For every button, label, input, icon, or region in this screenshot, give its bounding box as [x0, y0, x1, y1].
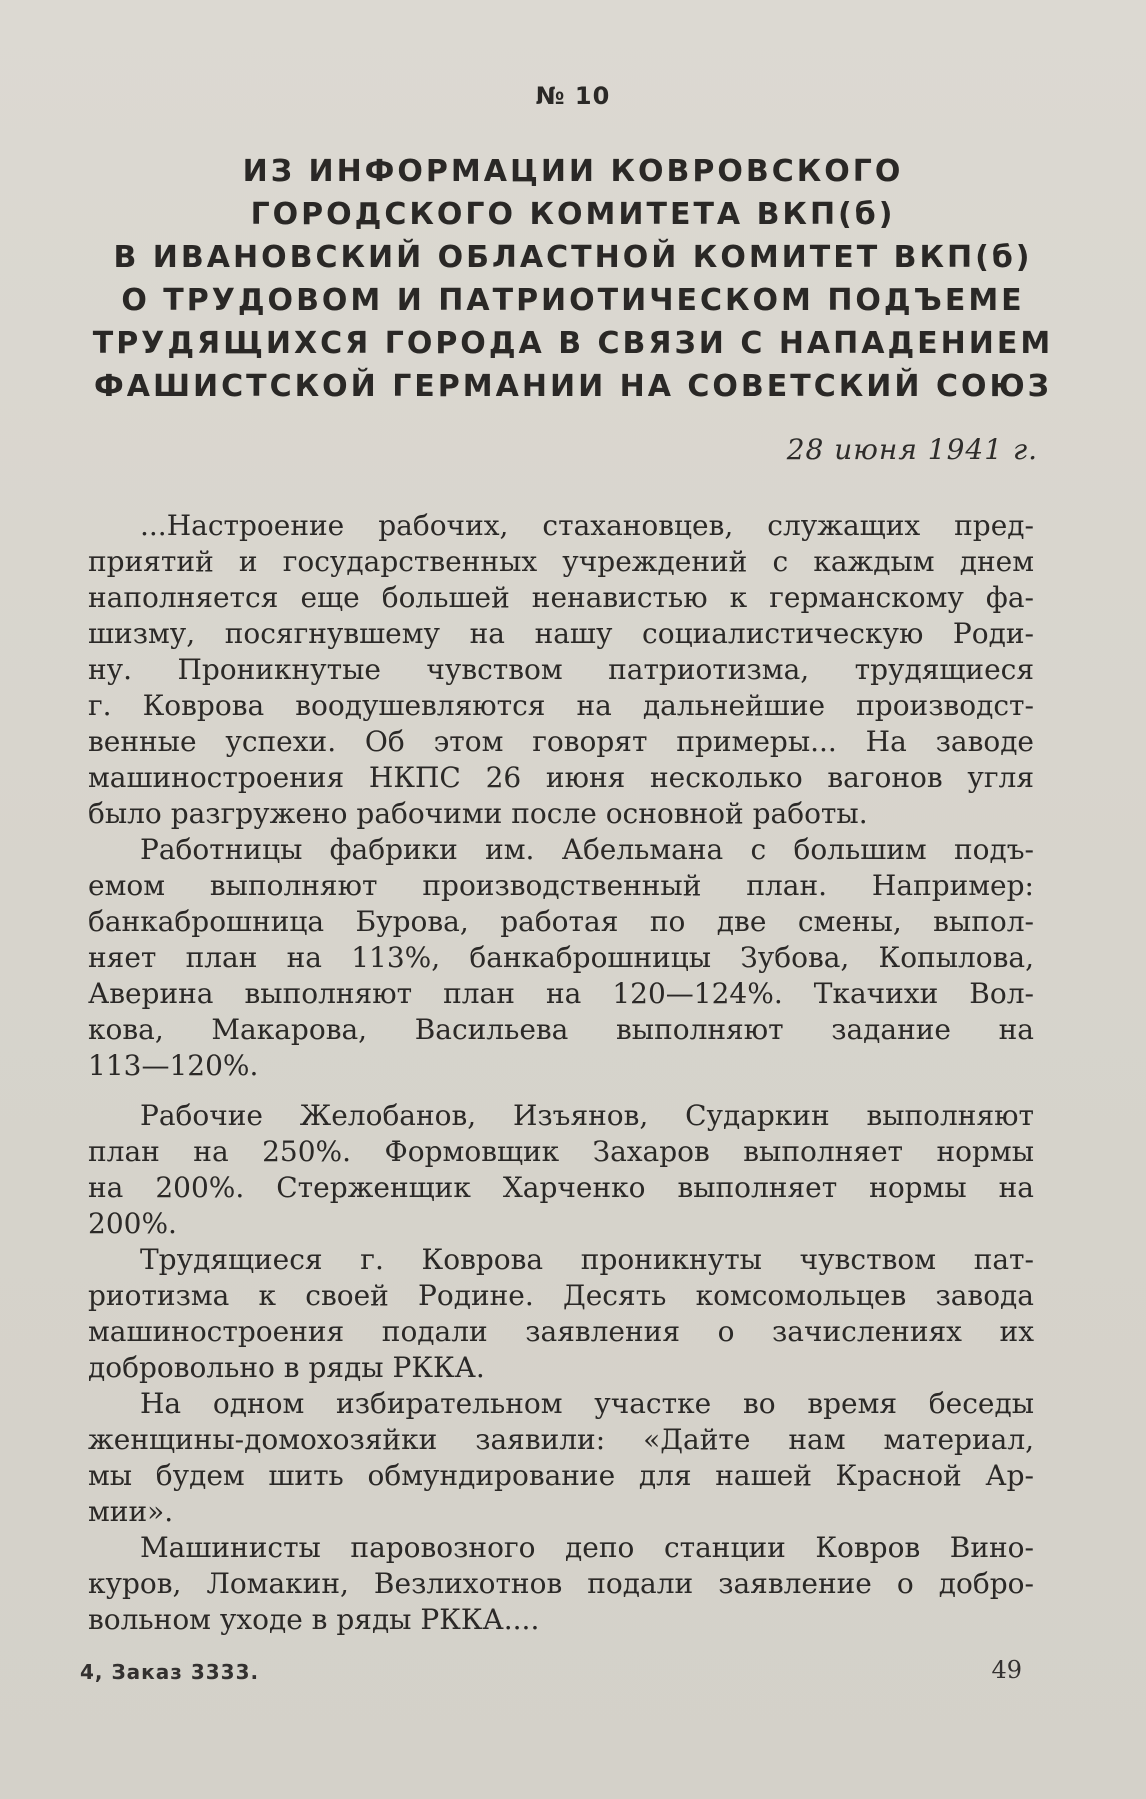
- paragraph-line: ну. Проникнутые чувством патриотизма, трудящиеся: [88, 653, 1034, 686]
- paragraph-line: 200%.: [88, 1207, 177, 1240]
- paragraph-gap: [88, 1084, 1034, 1098]
- paragraph-line: ...Настроение рабочих, стахановцев, служащих пред-: [140, 509, 1034, 542]
- paragraph: [88, 508, 1034, 832]
- paragraph-line: шизму, посягнувшему на нашу социалистическую Роди-: [88, 617, 1034, 650]
- title-line: ИЗ ИНФОРМАЦИИ КОВРОВСКОГО: [242, 154, 904, 189]
- paragraph-line: женщины-домохозяйки заявили: «Дайте нам материал,: [88, 1423, 1034, 1456]
- paragraph-line: няет план на 113%, банкаброшницы Зубова, Копылова,: [88, 941, 1034, 974]
- paragraph-line: Рабочие Желобанов, Изъянов, Сударкин выполняют: [140, 1099, 1034, 1132]
- paragraph-line: машиностроения подали заявления о зачислениях их: [88, 1315, 1034, 1348]
- document-body: [88, 508, 1034, 1638]
- document-number: № 10: [535, 82, 611, 110]
- title-line: В ИВАНОВСКИЙ ОБЛАСТНОЙ КОМИТЕТ ВКП(б): [113, 240, 1033, 275]
- page-number: 49: [991, 1656, 1022, 1684]
- paragraph-line: мы будем шить обмундирование для нашей Красной Ар-: [88, 1459, 1034, 1492]
- paragraph-line: Трудящиеся г. Коврова проникнуты чувством пат-: [140, 1243, 1034, 1276]
- paragraph-line: на 200%. Стерженщик Харченко выполняет нормы на: [88, 1171, 1034, 1204]
- paragraph-line: мии».: [88, 1495, 174, 1528]
- title-line: ТРУДЯЩИХСЯ ГОРОДА В СВЯЗИ С НАПАДЕНИЕМ: [92, 326, 1054, 361]
- document-title: [88, 150, 1058, 408]
- paragraph-line: вольном уходе в ряды РККА....: [88, 1603, 540, 1636]
- printer-signature: 4, Заказ 3333.: [80, 1660, 260, 1684]
- document-date: 28 июня 1941 г.: [786, 433, 1038, 466]
- paragraph-line: куров, Ломакин, Везлихотнов подали заявление о добро-: [88, 1567, 1034, 1600]
- paragraph-line: приятий и государственных учреждений с каждым днем: [88, 545, 1034, 578]
- title-line: ФАШИСТСКОЙ ГЕРМАНИИ НА СОВЕТСКИЙ СОЮЗ: [93, 369, 1052, 404]
- paragraph-line: Работницы фабрики им. Абельмана с большим подъ-: [140, 833, 1034, 866]
- paragraph-line: венные успехи. Об этом говорят примеры... На заводе: [88, 725, 1034, 758]
- title-line: О ТРУДОВОМ И ПАТРИОТИЧЕСКОМ ПОДЪЕМЕ: [121, 283, 1025, 318]
- paragraph-line: Аверина выполняют план на 120—124%. Ткачихи Вол-: [88, 977, 1034, 1010]
- paragraph-line: 113—120%.: [88, 1049, 259, 1082]
- paragraph: [88, 1386, 1034, 1530]
- paragraph-line: г. Коврова воодушевляются на дальнейшие производст-: [88, 689, 1034, 722]
- paragraph-line: Машинисты паровозного депо станции Ковров Вино-: [140, 1531, 1034, 1564]
- paragraph-line: емом выполняют производственный план. Например:: [88, 869, 1034, 902]
- paragraph: [88, 1530, 1034, 1638]
- paragraph-line: было разгружено рабочими после основной работы.: [88, 797, 868, 830]
- paragraph: [88, 1098, 1034, 1242]
- paragraph-line: машиностроения НКПС 26 июня несколько вагонов угля: [88, 761, 1034, 794]
- paragraph-line: кова, Макарова, Васильева выполняют задание на: [88, 1013, 1034, 1046]
- paragraph-line: риотизма к своей Родине. Десять комсомольцев завода: [88, 1279, 1034, 1312]
- paragraph: [88, 832, 1034, 1084]
- paragraph-line: план на 250%. Формовщик Захаров выполняет нормы: [88, 1135, 1034, 1168]
- paragraph-line: добровольно в ряды РККА.: [88, 1351, 485, 1384]
- paragraph-line: банкаброшница Бурова, работая по две смены, выпол-: [88, 905, 1034, 938]
- paragraph-line: На одном избирательном участке во время беседы: [140, 1387, 1034, 1420]
- paragraph-line: наполняется еще большей ненавистью к германскому фа-: [88, 581, 1034, 614]
- paragraph: [88, 1242, 1034, 1386]
- title-line: ГОРОДСКОГО КОМИТЕТА ВКП(б): [250, 197, 896, 232]
